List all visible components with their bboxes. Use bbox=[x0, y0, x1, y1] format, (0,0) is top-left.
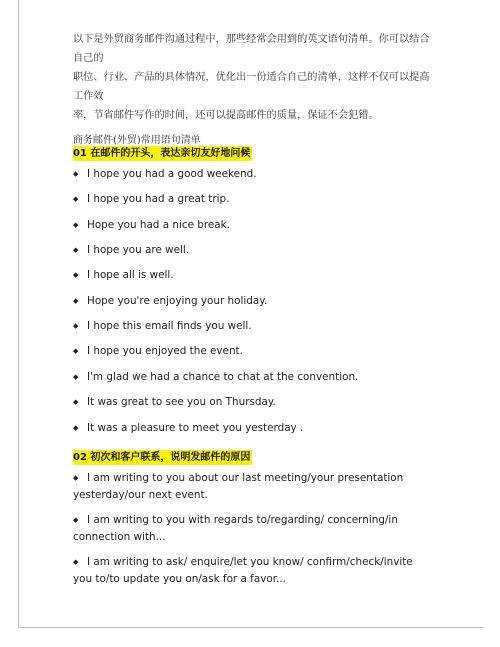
document-content bbox=[73, 30, 435, 585]
bullet-icon: ◆ bbox=[73, 195, 79, 203]
bullet-icon: ◆ bbox=[73, 271, 79, 279]
bullet-icon: ◆ bbox=[73, 474, 79, 482]
item-text: I hope all is well. bbox=[87, 269, 174, 281]
list-item bbox=[73, 242, 435, 258]
list-item bbox=[73, 420, 435, 436]
list-item bbox=[73, 217, 435, 233]
item-text: I hope you enjoyed the event. bbox=[87, 345, 243, 357]
bullet-icon: ◆ bbox=[73, 170, 79, 178]
list-item bbox=[73, 318, 435, 334]
list-item bbox=[73, 554, 433, 587]
page-border-bottom bbox=[18, 627, 483, 628]
section-heading: 01 在邮件的开头，表达亲切友好地问候 bbox=[73, 148, 251, 159]
page-border-left bbox=[18, 0, 19, 628]
item-text: Hope you had a nice break. bbox=[87, 219, 230, 231]
bullet-icon: ◆ bbox=[73, 558, 79, 566]
list-subtitle: 商务邮件(外贸)常用语句清单 bbox=[73, 135, 201, 146]
item-text: I hope you are well. bbox=[87, 244, 190, 256]
list-item bbox=[73, 267, 435, 283]
bullet-icon: ◆ bbox=[73, 516, 79, 524]
intro-paragraph bbox=[73, 30, 435, 125]
section-heading: 02 初次和客户联系，说明发邮件的原因 bbox=[73, 452, 251, 463]
bullet-icon: ◆ bbox=[73, 297, 79, 305]
bullet-icon: ◆ bbox=[73, 424, 79, 432]
item-text: It was great to see you on Thursday. bbox=[87, 396, 276, 408]
intro-line: 以下是外贸商务邮件沟通过程中，那些经常会用到的英文语句清单。你可以结合自己的 bbox=[73, 34, 430, 64]
intro-line: 率，节省邮件写作的时间，还可以提高邮件的质量，保证不会犯错。 bbox=[73, 110, 379, 121]
bullet-icon: ◆ bbox=[73, 246, 79, 254]
bullet-icon: ◆ bbox=[73, 221, 79, 229]
list-item bbox=[73, 369, 435, 385]
list-item bbox=[73, 191, 435, 207]
item-text: I hope you had a great trip. bbox=[87, 193, 230, 205]
item-text: I am writing to you with regards to/regarding/ concerning/in connection with... bbox=[73, 514, 398, 543]
bullet-icon: ◆ bbox=[73, 373, 79, 381]
section-first-contact bbox=[73, 445, 252, 465]
list-item bbox=[73, 512, 433, 545]
list-item bbox=[73, 293, 435, 309]
item-text: I hope you had a good weekend. bbox=[87, 168, 257, 180]
section-greetings bbox=[73, 141, 252, 161]
item-text: I'm glad we had a chance to chat at the convention. bbox=[87, 371, 359, 383]
list-item bbox=[73, 470, 433, 503]
bullet-icon: ◆ bbox=[73, 347, 79, 355]
item-text: Hope you're enjoying your holiday. bbox=[87, 295, 268, 307]
item-text: I am writing to ask/ enquire/let you know/ confirm/check/invite you to/to update you on/ask for a favor... bbox=[73, 556, 413, 585]
item-text: I am writing to you about our last meeting/your presentation yesterday/our next event. bbox=[73, 472, 404, 501]
bullet-icon: ◆ bbox=[73, 398, 79, 406]
intro-line: 职位、行业、产品的具体情况，优化出一份适合自己的清单，这样不仅可以提高工作效 bbox=[73, 72, 430, 102]
list-item bbox=[73, 394, 435, 410]
bullet-icon: ◆ bbox=[73, 322, 79, 330]
item-text: I hope this email finds you well. bbox=[87, 320, 252, 332]
item-text: It was a pleasure to meet you yesterday . bbox=[87, 422, 304, 434]
list-item bbox=[73, 166, 435, 182]
list-item bbox=[73, 343, 435, 359]
